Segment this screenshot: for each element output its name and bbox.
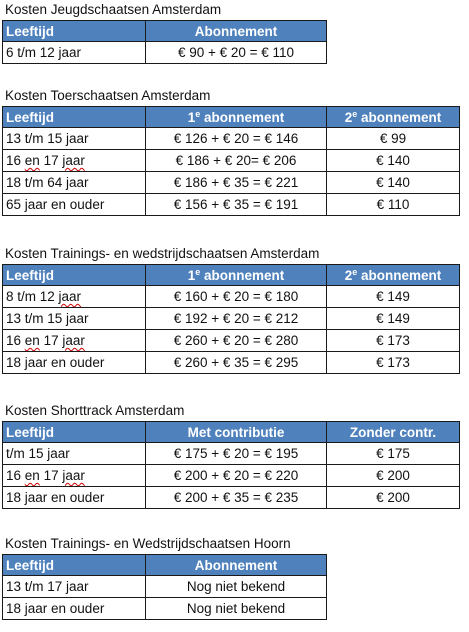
table-row (3, 465, 460, 487)
section-jeugdschaatsen (0, 2, 327, 64)
table-row (3, 330, 460, 352)
price-cell: € 156 + € 35 = € 191 (146, 194, 327, 216)
price-cell: € 186 + € 20= € 206 (146, 150, 327, 172)
table-row (3, 194, 460, 216)
price-table (2, 20, 327, 64)
section-shorttrack (0, 403, 460, 509)
price-cell: € 175 (327, 443, 460, 465)
price-cell: € 260 + € 35 = € 295 (146, 352, 327, 374)
header-abonnement: Abonnement (146, 555, 327, 576)
price-table (2, 106, 460, 216)
price-cell: € 175 + € 20 = € 195 (146, 443, 327, 465)
age-cell: 18 jaar en ouder (3, 352, 146, 374)
table-header-row (3, 422, 460, 443)
header-leeftijd: Leeftijd (3, 555, 146, 576)
age-cell: 18 jaar en ouder (3, 487, 146, 509)
price-table (2, 554, 327, 620)
header-zonder-contributie: Zonder contr. (327, 422, 460, 443)
table-row (3, 308, 460, 330)
section-title: Kosten Shorttrack Amsterdam (5, 403, 185, 418)
price-table (2, 421, 460, 509)
header-leeftijd: Leeftijd (3, 422, 146, 443)
price-cell: € 149 (327, 286, 460, 308)
price-cell: € 200 + € 35 = € 235 (146, 487, 327, 509)
price-cell: € 200 (327, 487, 460, 509)
price-cell: € 260 + € 20 = € 280 (146, 330, 327, 352)
price-cell: € 110 (327, 194, 460, 216)
table-row (3, 598, 327, 620)
age-cell: 16 en 17 jaar (3, 150, 146, 172)
header-met-contributie: Met contributie (146, 422, 327, 443)
table-row (3, 172, 460, 194)
age-cell: 8 t/m 12 jaar (3, 286, 146, 308)
price-cell: € 173 (327, 352, 460, 374)
price-table (2, 264, 460, 374)
price-cell: € 192 + € 20 = € 212 (146, 308, 327, 330)
price-cell: € 90 + € 20 = € 110 (146, 42, 327, 64)
price-cell: € 200 + € 20 = € 220 (146, 465, 327, 487)
header-second-subscription: 2e abonnement (327, 107, 460, 128)
section-trainings-wedstrijd-amsterdam (0, 246, 460, 374)
age-cell: t/m 15 jaar (3, 443, 146, 465)
table-row (3, 487, 460, 509)
section-hoorn (0, 536, 327, 620)
table-row (3, 42, 327, 64)
table-row (3, 150, 460, 172)
header-leeftijd: Leeftijd (3, 265, 146, 286)
table-header-row (3, 107, 460, 128)
section-title: Kosten Trainings- en Wedstrijdschaatsen Hoorn (5, 536, 291, 551)
price-cell: Nog niet bekend (146, 576, 327, 598)
table-header-row (3, 265, 460, 286)
price-cell: € 126 + € 20 = € 146 (146, 128, 327, 150)
price-cell: € 140 (327, 172, 460, 194)
header-leeftijd: Leeftijd (3, 21, 146, 42)
age-cell: 6 t/m 12 jaar (3, 42, 146, 64)
table-row (3, 443, 460, 465)
age-cell: 18 t/m 64 jaar (3, 172, 146, 194)
table-row (3, 128, 460, 150)
price-cell: € 149 (327, 308, 460, 330)
age-cell: 65 jaar en ouder (3, 194, 146, 216)
table-row (3, 352, 460, 374)
section-toerschaatsen (0, 88, 460, 216)
age-cell: 18 jaar en ouder (3, 598, 146, 620)
price-cell: Nog niet bekend (146, 598, 327, 620)
age-cell: 16 en 17 jaar (3, 465, 146, 487)
age-cell: 13 t/m 15 jaar (3, 128, 146, 150)
section-title: Kosten Jeugdschaatsen Amsterdam (5, 2, 222, 17)
table-header-row (3, 21, 327, 42)
price-cell: € 173 (327, 330, 460, 352)
header-leeftijd: Leeftijd (3, 107, 146, 128)
table-header-row (3, 555, 327, 576)
header-first-subscription: 1e abonnement (146, 107, 327, 128)
price-cell: € 99 (327, 128, 460, 150)
price-cell: € 186 + € 35 = € 221 (146, 172, 327, 194)
price-cell: € 160 + € 20 = € 180 (146, 286, 327, 308)
header-abonnement: Abonnement (146, 21, 327, 42)
age-cell: 13 t/m 17 jaar (3, 576, 146, 598)
header-first-subscription: 1e abonnement (146, 265, 327, 286)
section-title: Kosten Trainings- en wedstrijdschaatsen Amsterdam (5, 246, 320, 261)
price-cell: € 200 (327, 465, 460, 487)
price-cell: € 140 (327, 150, 460, 172)
section-title: Kosten Toerschaatsen Amsterdam (5, 88, 211, 103)
table-row (3, 576, 327, 598)
table-row (3, 286, 460, 308)
age-cell: 13 t/m 15 jaar (3, 308, 146, 330)
age-cell: 16 en 17 jaar (3, 330, 146, 352)
header-second-subscription: 2e abonnement (327, 265, 460, 286)
